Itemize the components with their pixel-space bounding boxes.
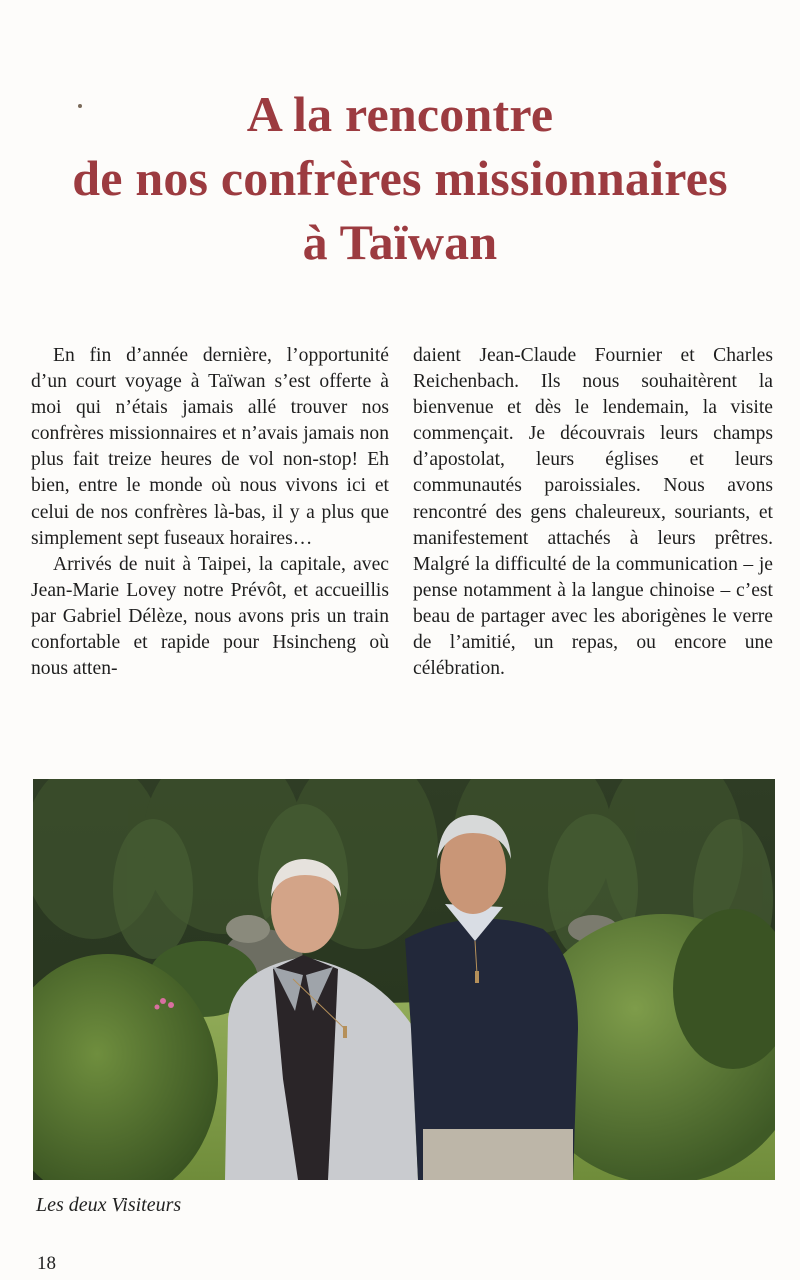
text-column-right — [413, 343, 773, 682]
title-line-2: de nos confrères missionnaires — [72, 150, 728, 206]
paragraph: Arrivés de nuit à Taipei, la capitale, avec Jean-Marie Lovey notre Prévôt, et accueillis par Gabriel Délèze, nous avons pris un train confortable et rapide pour Hsincheng où nous atten- — [31, 553, 389, 680]
photo-caption: Les deux Visiteurs — [36, 1194, 182, 1216]
paragraph: En fin d’année dernière, l’opportunité d’un court voyage à Taïwan s’est offerte à moi qui n’étais jamais allé trouver nos confrères missionnaires et n’avais jamais non plus fait treize heures de vol non-stop! Eh bien, entre le monde où nous vivons ici et celui de nos confrères là-bas, il y a plus que simplement sept fuseaux horaires… — [31, 345, 389, 549]
title-line-3: à Taïwan — [302, 214, 498, 270]
page-number: 18 — [37, 1253, 56, 1274]
photo-two-visitors — [33, 779, 775, 1180]
title-line-1: A la rencontre — [246, 86, 554, 142]
article-title — [0, 82, 800, 274]
paragraph: daient Jean-Claude Fournier et Charles Reichenbach. Ils nous souhaitèrent la bienvenue et dès le lendemain, la visite commençait. Je découvrais leurs champs d’apostolat, leurs églises et leurs communautés paroissiales. Nous avons rencontré des gens chaleureux, souriants, et manifestement attachés à leurs prêtres. Malgré la difficulté de la communication – je pense notamment à la langue chinoise – c’est beau de partager avec les aborigènes le verre de l’amitié, un repas, ou encore une célébration. — [413, 345, 773, 680]
text-column-left — [31, 343, 389, 682]
